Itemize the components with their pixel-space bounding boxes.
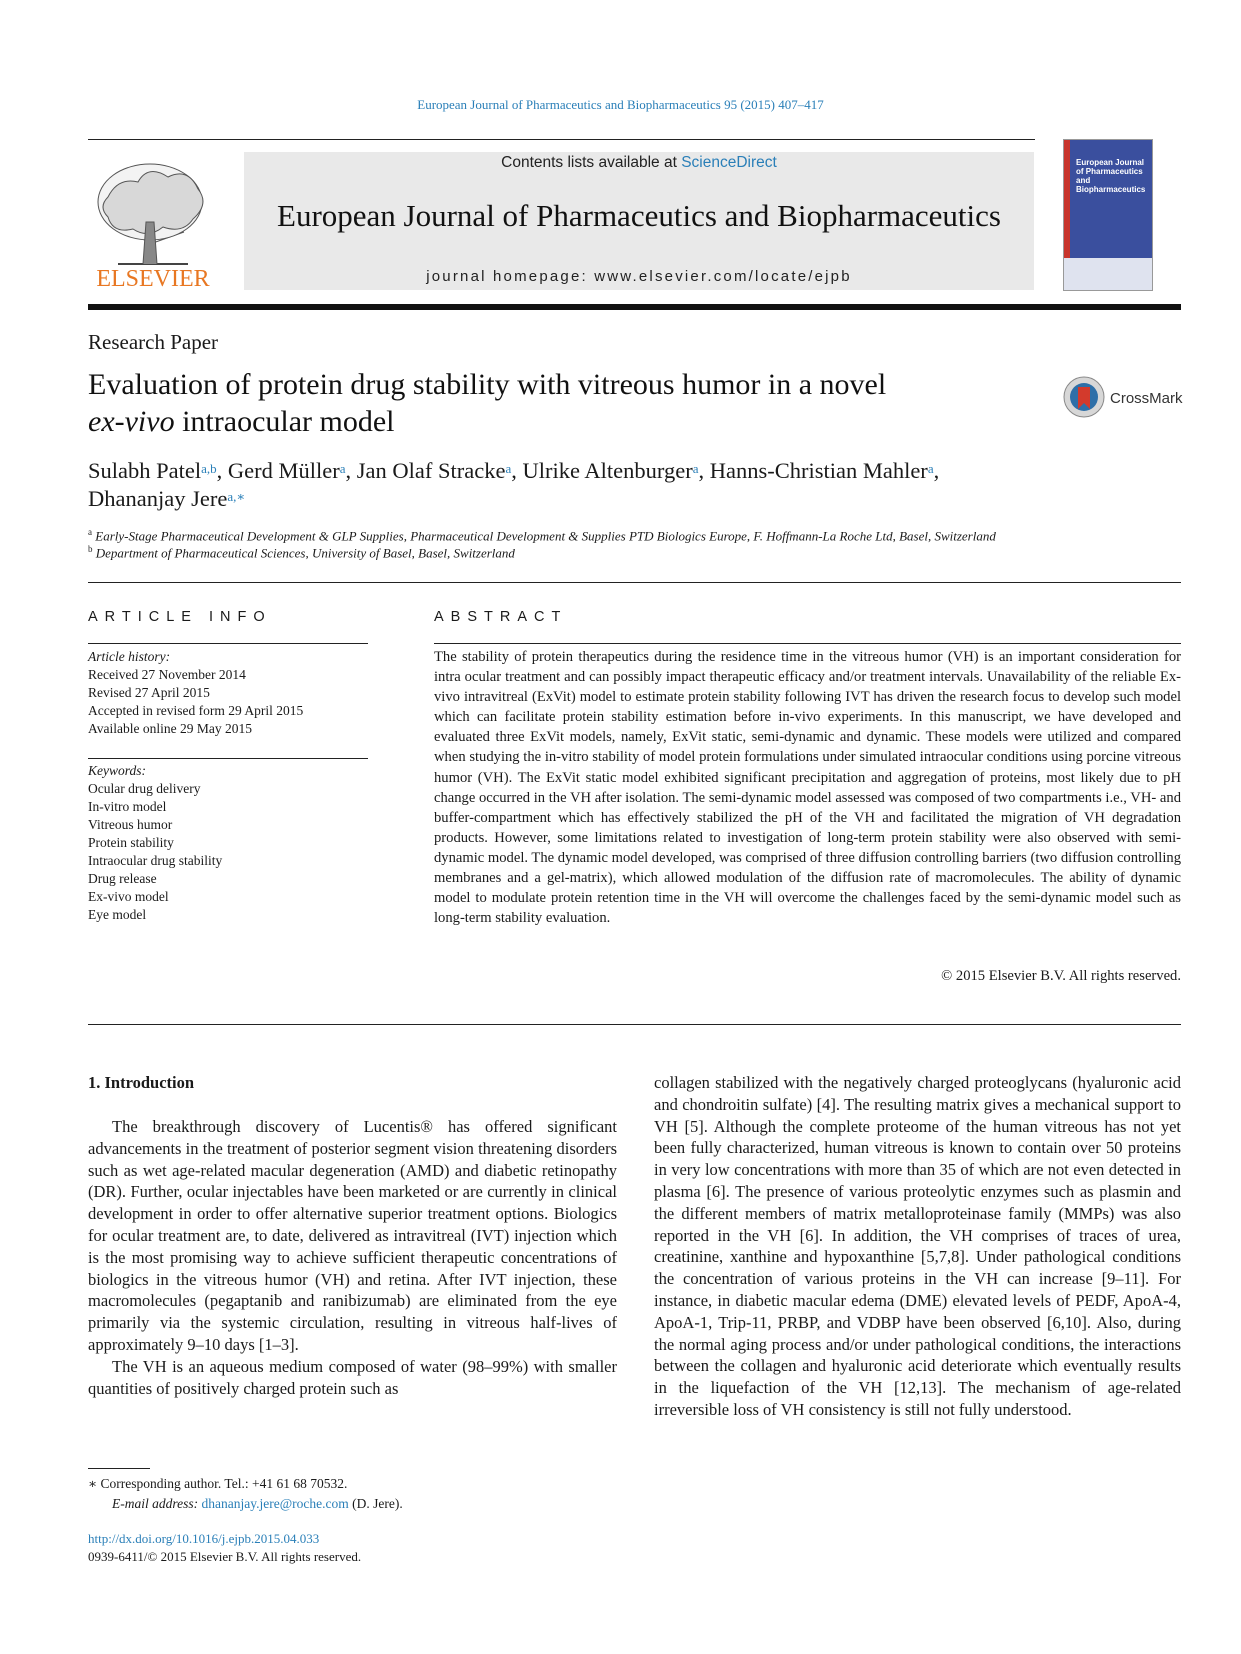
affiliation-mark: a — [88, 527, 92, 537]
section-heading-introduction: 1. Introduction — [88, 1073, 195, 1092]
author-separator: , — [933, 458, 940, 483]
keyword-item: Vitreous humor — [88, 817, 173, 832]
keywords-label: Keywords: — [88, 763, 146, 778]
keyword-item: Intraocular drug stability — [88, 853, 223, 868]
journal-citation-link[interactable]: European Journal of Pharmaceutics and Biopharmaceutics 95 (2015) 407–417 — [417, 97, 824, 112]
keyword-item: Eye model — [88, 907, 147, 922]
journal-title: European Journal of Pharmaceutics and Biopharmaceutics — [277, 198, 1001, 233]
cover-title: European Journal of Pharmaceutics and Biopharmaceutics — [1076, 158, 1146, 194]
author-affiliation-mark[interactable]: a — [692, 461, 699, 476]
header-rule — [88, 139, 1035, 140]
journal-cover-thumbnail — [1063, 139, 1153, 291]
author-name: Jan Olaf Stracke — [356, 458, 506, 483]
intro-paragraph-2: The VH is an aqueous medium composed of water (98–99%) with smaller quantities of positively charged protein such as — [88, 1356, 617, 1398]
corresponding-author-note: ∗ Corresponding author. Tel.: +41 61 68 70532. — [88, 1476, 348, 1491]
divider — [88, 582, 1181, 583]
section-type: Research Paper — [88, 330, 219, 354]
author-affiliation-mark[interactable]: a,∗ — [227, 489, 246, 504]
keyword-item: Ex-vivo model — [88, 889, 169, 904]
affiliation-b — [88, 544, 1181, 561]
intro-paragraph-3: collagen stabilized with the negatively charged proteoglycans (hyaluronic acid and chondroitin sulfate) [4]. The resulting matrix gives a mechanical support to VH [5]. Although the complete proteome of the human vitreous has not yet been fully characterized, human vitreous is known to contain over 50 proteins in very low concentrations with more than 35 of which are not even detected in plasma [6]. The presence of various proteolytic enzymes such as plasmin and the different members of matrix metalloproteinase family (MMPs) was also reported in the VH [6]. In addition, the VH comprises of traces of urea, creatinine, xanthine and hypoxanthine [5,7,8]. Under pathological conditions the concentration of various proteins in the VH can increase [9–11]. For instance, in diabetic macular edema (DME) elevated levels of PEDF, ApoA-4, ApoA-1, Trip-11, PRBP, and VDBP have been observed [6,10]. Also, during the normal aging process and/or under pathological conditions, the interactions between the collagen and hyaluronic acid deteriorate which eventually results in the liquefaction of the VH [12,13]. The mechanism of age-related irreversible loss of VH consistency is still not fully understood. — [654, 1073, 1181, 1419]
abstract-text: The stability of protein therapeutics during the residence time in the vitreous humor (VH) is an important consideration for intra ocular treatment and can possibly impact therapeutic efficacy and/or treatment intervals. Unavailability of the reliable Ex-vivo intravitreal (ExVit) model to estimate protein stability following IVT has driven the research focus to develop such model which can facilitate protein stability estimation before in-vivo experiments. In this manuscript, we have developed and evaluated three ExVit models, namely, ExVit static, semi-dynamic and dynamic. These models were utilized and compared when studying the in-vitro stability of model protein formulations under simulated intraocular conditions using porcine vitreous humor (VH). The ExVit static model exhibited significant precipitation and aggregation of proteins, most likely due to pH change occurred in the VH after isolation. The semi-dynamic model assessed was composed of two compartments i.e., VH- and buffer-compartment which has effectively stabilized the pH of the VH and facilitated the migration of VH degradation products. However, some limitations related to investigation of long-term protein stability were also observed with semi-dynamic model. The dynamic model developed, was comprised of three diffusion controlling barriers (two diffusion controlling membranes and a gel-matrix), which allowed modulation of the diffusion rate of macromolecules. The ability of dynamic model to modulate protein retention time in the VH will overcome the challenges faced by the semi-dynamic model such as long-term stability evaluation. — [434, 649, 1181, 927]
author-affiliation-mark[interactable]: a — [339, 461, 346, 476]
author-list — [88, 457, 1181, 513]
divider — [88, 758, 368, 759]
article-info-heading: ARTICLE INFO — [88, 609, 272, 625]
issn-copyright: 0939-6411/© 2015 Elsevier B.V. All rights reserved. — [88, 1549, 362, 1564]
affiliation-text: Early-Stage Pharmaceutical Development & GLP Supplies, Pharmaceutical Development & Supplies PTD Biologics Europe, F. Hoffmann-La Roche Ltd, Basel, Switzerland — [95, 528, 996, 544]
keyword-item: Ocular drug delivery — [88, 781, 201, 796]
keyword-item: Protein stability — [88, 835, 174, 850]
author-affiliation-mark[interactable]: a,b — [201, 461, 217, 476]
title-line-1: Evaluation of protein drug stability with vitreous humor in a novel — [88, 368, 887, 401]
abstract-copyright: © 2015 Elsevier B.V. All rights reserved. — [941, 968, 1181, 984]
journal-banner — [244, 152, 1034, 290]
keywords — [88, 762, 368, 924]
email-note — [112, 1496, 403, 1512]
history-received: Received 27 November 2014 — [88, 667, 246, 682]
email-suffix: (D. Jere). — [348, 1496, 403, 1511]
journal-homepage[interactable]: journal homepage: www.elsevier.com/locate/ejpb — [426, 268, 852, 285]
contents-line — [244, 154, 1034, 172]
email-label: E-mail address: — [112, 1496, 202, 1511]
author-separator: , — [511, 458, 523, 483]
title-italic: ex-vivo — [88, 405, 175, 438]
history-revised: Revised 27 April 2015 — [88, 685, 210, 700]
article-history — [88, 648, 368, 738]
divider — [88, 643, 368, 644]
author-name: Hanns-Christian Mahler — [709, 458, 928, 483]
author-name: Ulrike Altenburger — [522, 458, 693, 483]
abstract-heading: ABSTRACT — [434, 609, 568, 625]
cover-footer — [1064, 258, 1152, 290]
author-separator: , — [345, 458, 357, 483]
crossmark-badge[interactable] — [1062, 375, 1184, 419]
keyword-item: In-vitro model — [88, 799, 167, 814]
divider — [88, 1024, 1181, 1025]
header-thick-rule — [88, 304, 1181, 310]
contents-prefix: Contents lists available at — [501, 154, 682, 171]
email-link[interactable]: dhananjay.jere@roche.com — [201, 1496, 349, 1511]
author-affiliation-mark[interactable]: a — [505, 461, 512, 476]
divider — [434, 643, 1181, 644]
author-separator: , — [698, 458, 710, 483]
affiliation-mark: b — [88, 544, 93, 554]
footnote-rule — [88, 1468, 150, 1469]
history-accepted: Accepted in revised form 29 April 2015 — [88, 703, 304, 718]
intro-right-column — [654, 1072, 1181, 1421]
author-name: Sulabh Patel — [88, 458, 202, 483]
title-line-2: intraocular model — [174, 405, 395, 438]
elsevier-wordmark: ELSEVIER — [96, 266, 210, 290]
author-affiliation-mark[interactable]: a — [927, 461, 934, 476]
history-online: Available online 29 May 2015 — [88, 721, 252, 736]
author-name: Gerd Müller — [227, 458, 340, 483]
doi-link[interactable]: http://dx.doi.org/10.1016/j.ejpb.2015.04.033 — [88, 1531, 320, 1546]
affiliation-text: Department of Pharmaceutical Sciences, University of Basel, Basel, Switzerland — [95, 545, 515, 561]
article-title — [88, 366, 1008, 440]
elsevier-tree-logo — [88, 152, 218, 290]
author-separator: , — [216, 458, 228, 483]
history-label: Article history: — [88, 649, 171, 664]
keyword-item: Drug release — [88, 871, 157, 886]
intro-left-column — [88, 1116, 617, 1399]
crossmark-label: CrossMark — [1110, 390, 1183, 407]
affiliation-a — [88, 527, 1181, 544]
sciencedirect-link[interactable]: ScienceDirect — [681, 154, 777, 171]
intro-paragraph-1: The breakthrough discovery of Lucentis® has offered significant advancements in the treatment of posterior segment vision threatening disorders such as wet age-related macular degeneration (AMD) and diabetic retinopathy (DR). Further, ocular injectables have been marketed or are currently in clinical development in order to offer alternative superior treatment options. Biologics for ocular treatment are, to date, delivered as intravitreal (IVT) injection which is the most promising way to achieve sufficient therapeutic concentrations of biologics in the vitreous humor (VH) and retina. After IVT injection, these macromolecules (pegaptanib and ranibizumab) are eliminated from the eye primarily via the systemic circulation, resulting in vitreous half-lives of approximately 9–10 days [1–3]. — [88, 1117, 617, 1354]
author-name: Dhananjay Jere — [88, 486, 228, 511]
keyword-list — [88, 780, 368, 924]
